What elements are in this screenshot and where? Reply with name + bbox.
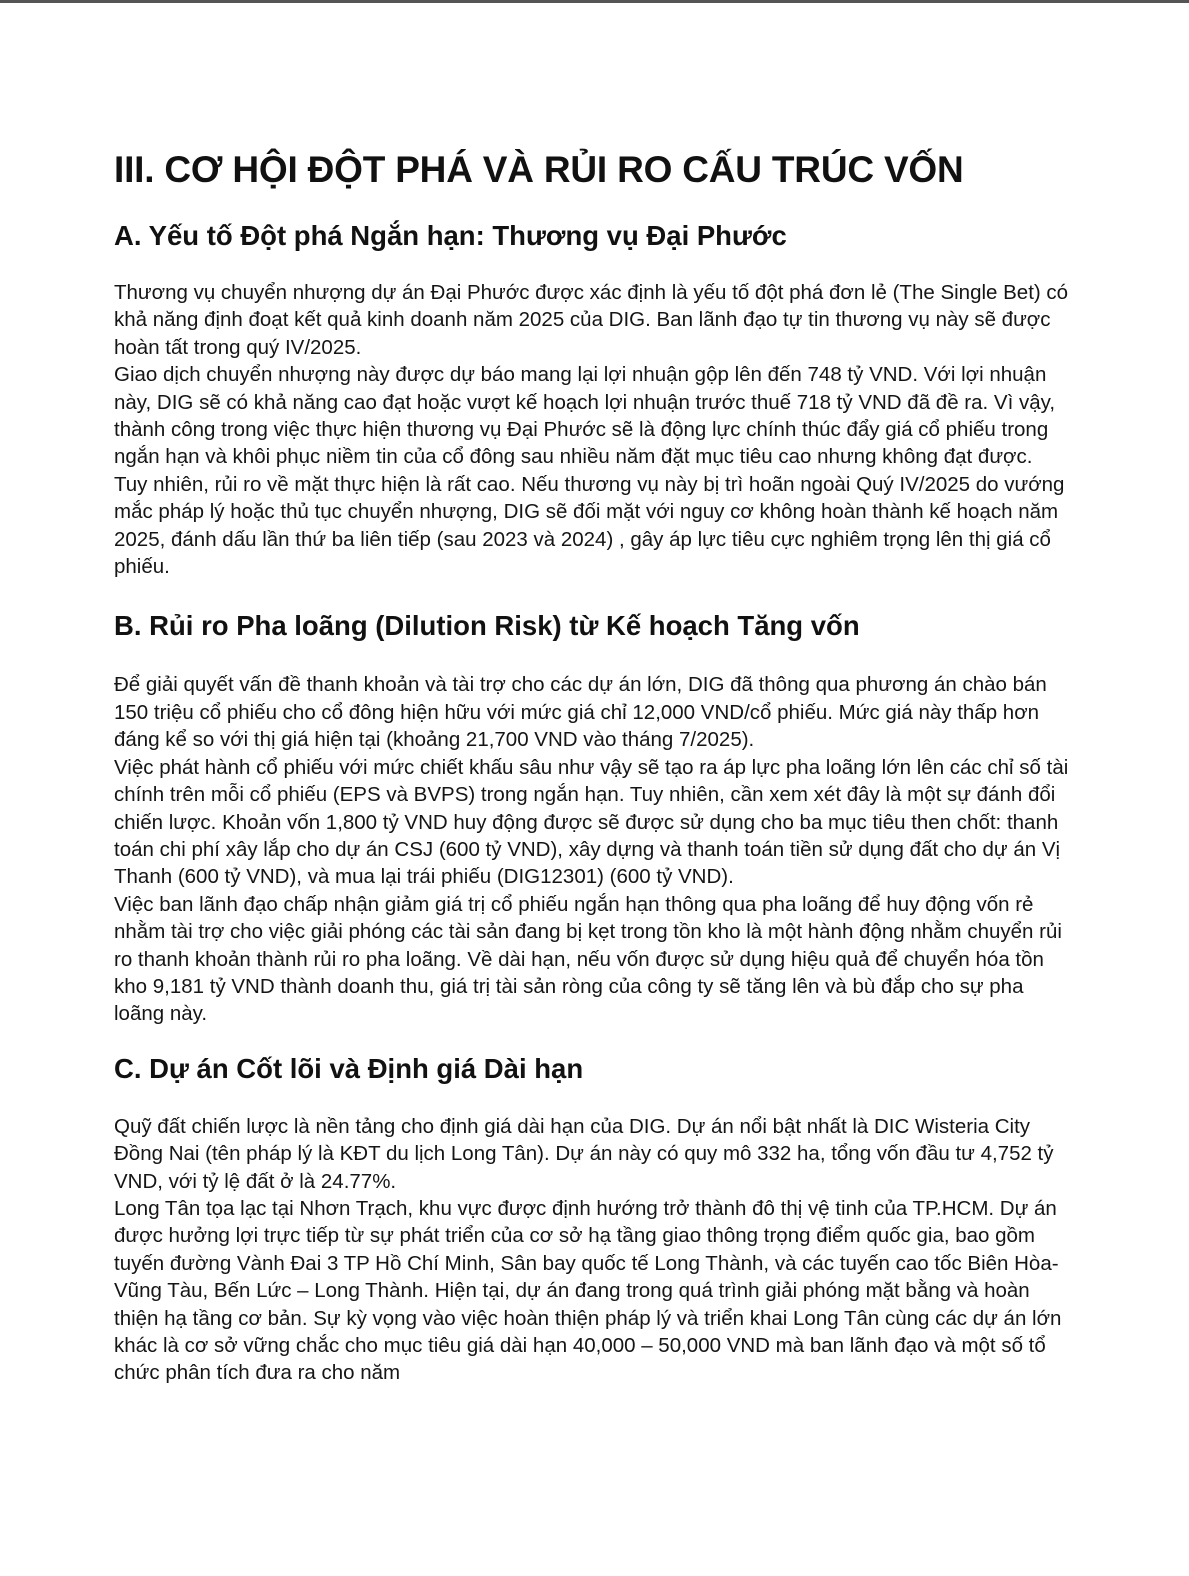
- section-b-paragraph-3: Việc ban lãnh đạo chấp nhận giảm giá trị cổ phiếu ngắn hạn thông qua pha loãng để huy động vốn rẻ nhằm tài trợ cho việc giải phóng các tài sản đang bị kẹt trong tồn kho là một hành động nhằm chuyển rủi ro thanh khoản thành rủi ro pha loãng. Về dài hạn, nếu vốn được sử dụng hiệu quả để chuyển hóa tồn kho 9,181 tỷ VND thành doanh thu, giá trị tài sản ròng của công ty sẽ tăng lên và bù đắp cho sự pha loãng này.: [114, 892, 1062, 1026]
- section-b-title: B. Rủi ro Pha loãng (Dilution Risk) từ Kế hoạch Tăng vốn: [114, 610, 860, 642]
- top-border-rule: [0, 0, 1189, 3]
- section-b-body: [114, 671, 1074, 1027]
- document-page: [114, 140, 1074, 1387]
- section-a-title: A. Yếu tố Đột phá Ngắn hạn: Thương vụ Đại Phước: [114, 220, 787, 251]
- section-c-body: [114, 1113, 1074, 1387]
- section-c-paragraph-1: Quỹ đất chiến lược là nền tảng cho định giá dài hạn của DIG. Dự án nổi bật nhất là DIC Wisteria City Đồng Nai (tên pháp lý là KĐT du lịch Long Tân). Dự án này có quy mô 332 ha, tổng vốn đầu tư 4,752 tỷ VND, với tỷ lệ đất ở là 24.77%.: [114, 1114, 1054, 1193]
- section-b: [114, 605, 1074, 1027]
- section-c: [114, 1048, 1074, 1387]
- section-a-paragraph-3: Tuy nhiên, rủi ro về mặt thực hiện là rất cao. Nếu thương vụ này bị trì hoãn ngoài Quý IV/2025 do vướng mắc pháp lý hoặc thủ tục chuyển nhượng, DIG sẽ đối mặt với nguy cơ không hoàn thành kế hoạch năm 2025, đánh dấu lần thứ ba liên tiếp (sau 2023 và 2024) , gây áp lực tiêu cực nghiêm trọng lên thị giá cổ phiếu.: [114, 472, 1065, 579]
- section-a-paragraph-2: Giao dịch chuyển nhượng này được dự báo mang lại lợi nhuận gộp lên đến 748 tỷ VND. Với lợi nhuận này, DIG sẽ có khả năng cao đạt hoặc vượt kế hoạch lợi nhuận trước thuế 718 tỷ VND đã đề ra. Vì vậy, thành công trong việc thực hiện thương vụ Đại Phước sẽ là động lực chính thúc đẩy giá cổ phiếu trong ngắn hạn và khôi phục niềm tin của cổ đông sau nhiều năm đặt mục tiêu cao nhưng không đạt được.: [114, 363, 1056, 469]
- main-heading: III. CƠ HỘI ĐỘT PHÁ VÀ RỦI RO CẤU TRÚC VỐN: [114, 149, 964, 190]
- section-b-paragraph-2: Việc phát hành cổ phiếu với mức chiết khấu sâu như vậy sẽ tạo ra áp lực pha loãng lớn lên các chỉ số tài chính trên mỗi cổ phiếu (EPS và BVPS) trong ngắn hạn. Tuy nhiên, cần xem xét đây là một sự đánh đổi chiến lược. Khoản vốn 1,800 tỷ VND huy động được sẽ được sử dụng cho ba mục tiêu then chốt: thanh toán chi phí xây lắp cho dự án CSJ (600 tỷ VND), xây dựng và thanh toán tiền sử dụng đất cho dự án Vị Thanh (600 tỷ VND), và mua lại trái phiếu (DIG12301) (600 tỷ VND).: [114, 755, 1069, 889]
- section-a: [114, 215, 1074, 580]
- section-c-paragraph-2: Long Tân tọa lạc tại Nhơn Trạch, khu vực được định hướng trở thành đô thị vệ tinh của TP.HCM. Dự án được hưởng lợi trực tiếp từ sự phát triển của cơ sở hạ tầng giao thông trọng điểm quốc gia, bao gồm tuyến đường Vành Đai 3 TP Hồ Chí Minh, Sân bay quốc tế Long Thành, và các tuyến cao tốc Biên Hòa-Vũng Tàu, Bến Lức – Long Thành. Hiện tại, dự án đang trong quá trình giải phóng mặt bằng và hoàn thiện hạ tầng cơ bản. Sự kỳ vọng vào việc hoàn thiện pháp lý và triển khai Long Tân cùng các dự án lớn khác là cơ sở vững chắc cho mục tiêu giá dài hạn 40,000 – 50,000 VND mà ban lãnh đạo và một số tổ chức phân tích đưa ra cho năm: [114, 1196, 1062, 1385]
- section-a-body: [114, 279, 1074, 580]
- section-b-paragraph-1: Để giải quyết vấn đề thanh khoản và tài trợ cho các dự án lớn, DIG đã thông qua phương án chào bán 150 triệu cổ phiếu cho cổ đông hiện hữu với mức giá chỉ 12,000 VND/cổ phiếu. Mức giá này thấp hơn đáng kể so với thị giá hiện tại (khoảng 21,700 VND vào tháng 7/2025).: [114, 673, 1047, 752]
- section-c-title: C. Dự án Cốt lõi và Định giá Dài hạn: [114, 1052, 584, 1084]
- section-a-paragraph-1: Thương vụ chuyển nhượng dự án Đại Phước được xác định là yếu tố đột phá đơn lẻ (The Single Bet) có khả năng định đoạt kết quả kinh doanh năm 2025 của DIG. Ban lãnh đạo tự tin thương vụ này sẽ được hoàn tất trong quý IV/2025.: [114, 281, 1069, 359]
